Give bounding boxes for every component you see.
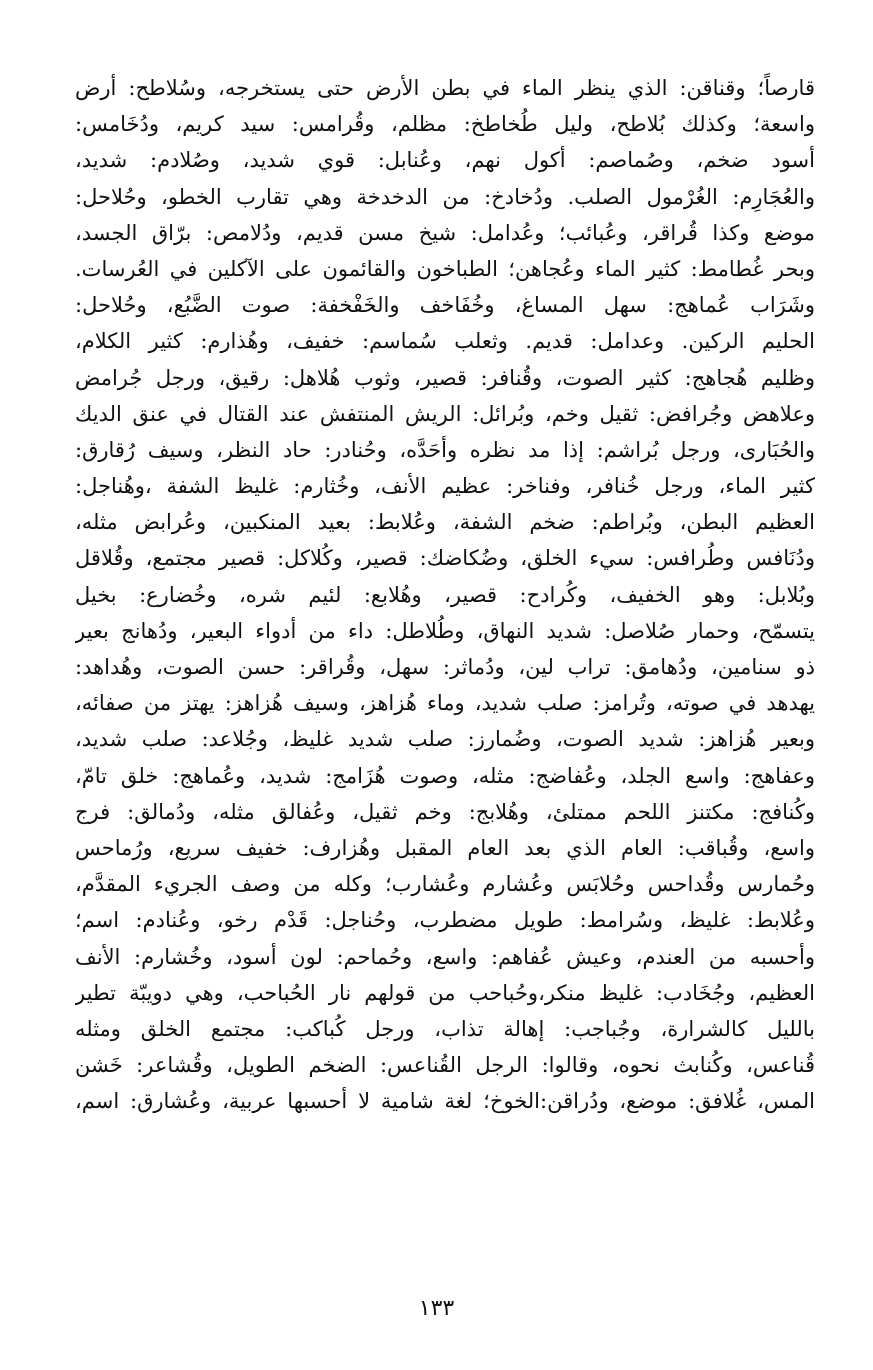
text-line: وظليم هُجاهج: كثير الصوت، وقُنافر: قصير، وثوب هُلاهل: رقيق، ورجل جُرامض: [75, 365, 815, 390]
text-line: موضع وكذا قُراقر، وعُبائب؛ وعُدامل: شيخ مسن قديم، ودُلامص: برّاق الجسد،: [75, 220, 815, 245]
text-line: العظيم البطن، وبُراطم: ضخم الشفة، وعُلابط: بعيد المنكبين، وعُرابض مثله،: [75, 510, 815, 535]
text-line: ودُنَافس وطُرافس: سيء الخلق، وضُكاضك: قصير، وكُلاكل: قصير مجتمع، وقُلاقل: [75, 546, 815, 571]
text-line: كثير الماء، ورجل خُنافر، وفناخر: عظيم الأنف، وخُثارم: غليظ الشفة ،وهُناجل:: [75, 474, 815, 499]
text-line: يتسمّح، وحمار صُلاصل: شديد النهاق، وطُلاطل: داء من أدواء البعير، ودُهانج بعير: [75, 618, 815, 643]
text-line: واسع، وقُباقب: العام الذي بعد العام المقبل وهُزارف: خفيف سريع، ورُماحس: [75, 835, 815, 860]
text-line: يهدهد في صوته، وتُرامز: صلب شديد، وماء هُزاهز، وسيف هُزاهز: يهتز من صفائه،: [75, 691, 815, 716]
text-line: وعُلابط: غليظ، وسُرامط: طويل مضطرب، وحُناجل: قَدْم رخو، وعُنادم: اسم؛: [75, 908, 815, 933]
text-line: واسعة؛ وكذلك بُلاطح، وليل طُخاطخ: مظلم، وقُرامس: سيد كريم، ودُخَامس:: [75, 112, 815, 137]
text-line: وعلاهض وجُرافض: ثقيل وخم، وبُرائل: الريش المنتفش عند القتال في عنق الديك: [75, 401, 815, 426]
text-line: العظيم، وجُخَادب: غليظ منكر،وحُباحب من قولهم نار الحُباحب، وهي دويبّة تطير: [75, 980, 815, 1005]
text-line: وشَرَاب عُماهج: سهل المساغ، وخُفَاخف والخَفْخفة: صوت الضَّبُع، وحُلاحل:: [75, 293, 815, 318]
text-line: المس، غُلافق: موضع، ودُراقن:الخوخ؛ لغة شامية لا أحسبها عربية، وعُشارق: اسم،: [75, 1089, 815, 1114]
text-line: وكُنافج: مكتنز اللحم ممتلئ، وهُلابج: وخم ثقيل، وعُفالق مثله، ودُمالق: فرج: [75, 799, 815, 824]
text-line: قُناعس، وكُنابث نحوه، وقالوا: الرجل القُناعس: الضخم الطويل، وقُشاعر: خَشن: [75, 1053, 815, 1078]
text-line: وبُلابل: وهو الخفيف، وكُرادح: قصير، وهُلابع: لئيم شره، وخُضارع: بخيل: [75, 582, 815, 607]
text-line: وبعير هُزاهز: شديد الصوت، وضُمارز: صلب شديد غليظ، وجُلاعد: صلب شديد،: [75, 727, 815, 752]
text-line: وحُمارس وقُداحس وحُلابَس وعُشارم وعُشارب؛ وكله من وصف الجريء المقدَّم،: [75, 872, 815, 897]
text-line: وبحر غُطامط: كثير الماء وعُجاهن؛ الطباخون والقائمون على الآكلين في العُرسات.: [75, 256, 815, 281]
text-line: الحليم الركين. وعدامل: قديم. وثعلب سُماسم: خفيف، وهُذارم: كثير الكلام،: [75, 329, 815, 354]
text-line: وأحسبه من العندم، وعيش عُفاهم: واسع، وحُماحم: لون أسود، وخُشارم: الأنف: [75, 944, 815, 969]
body-text: [75, 70, 815, 1119]
text-line: وعفاهج: واسع الجلد، وعُفاضج: مثله، وصوت هُزَامج: شديد، وعُماهج: خلق تامّ،: [75, 763, 815, 788]
text-line: أسود ضخم، وصُماصم: أكول نهم، وعُنابل: قوي شديد، وصُلادم: شديد،: [75, 148, 815, 173]
text-line: قارصاً؛ وقناقن: الذي ينظر الماء في بطن الأرض حتى يستخرجه، وسُلاطح: أرض: [75, 76, 815, 100]
text-line: ذو سنامين، ودُهامق: تراب لين، ودُماثر: سهل، وقُراقر: حسن الصوت، وهُداهد:: [75, 655, 815, 679]
text-line: والعُجَارِم: الغُرْمول الصلب. ودُخادخ: من الدخدخة وهي تقارب الخطو، وحُلاحل:: [75, 184, 815, 209]
page-number: ١٣٣: [418, 1296, 455, 1321]
text-line: بالليل كالشرارة، وجُباجب: إهالة تذاب، ورجل كُباكب: مجتمع الخلق ومثله: [75, 1016, 815, 1041]
text-line: والحُبَارى، ورجل بُراشم: إذا مد نظره وأحَدَّه، وحُنادر: حاد النظر، وسيف رُقارق:: [75, 437, 815, 462]
